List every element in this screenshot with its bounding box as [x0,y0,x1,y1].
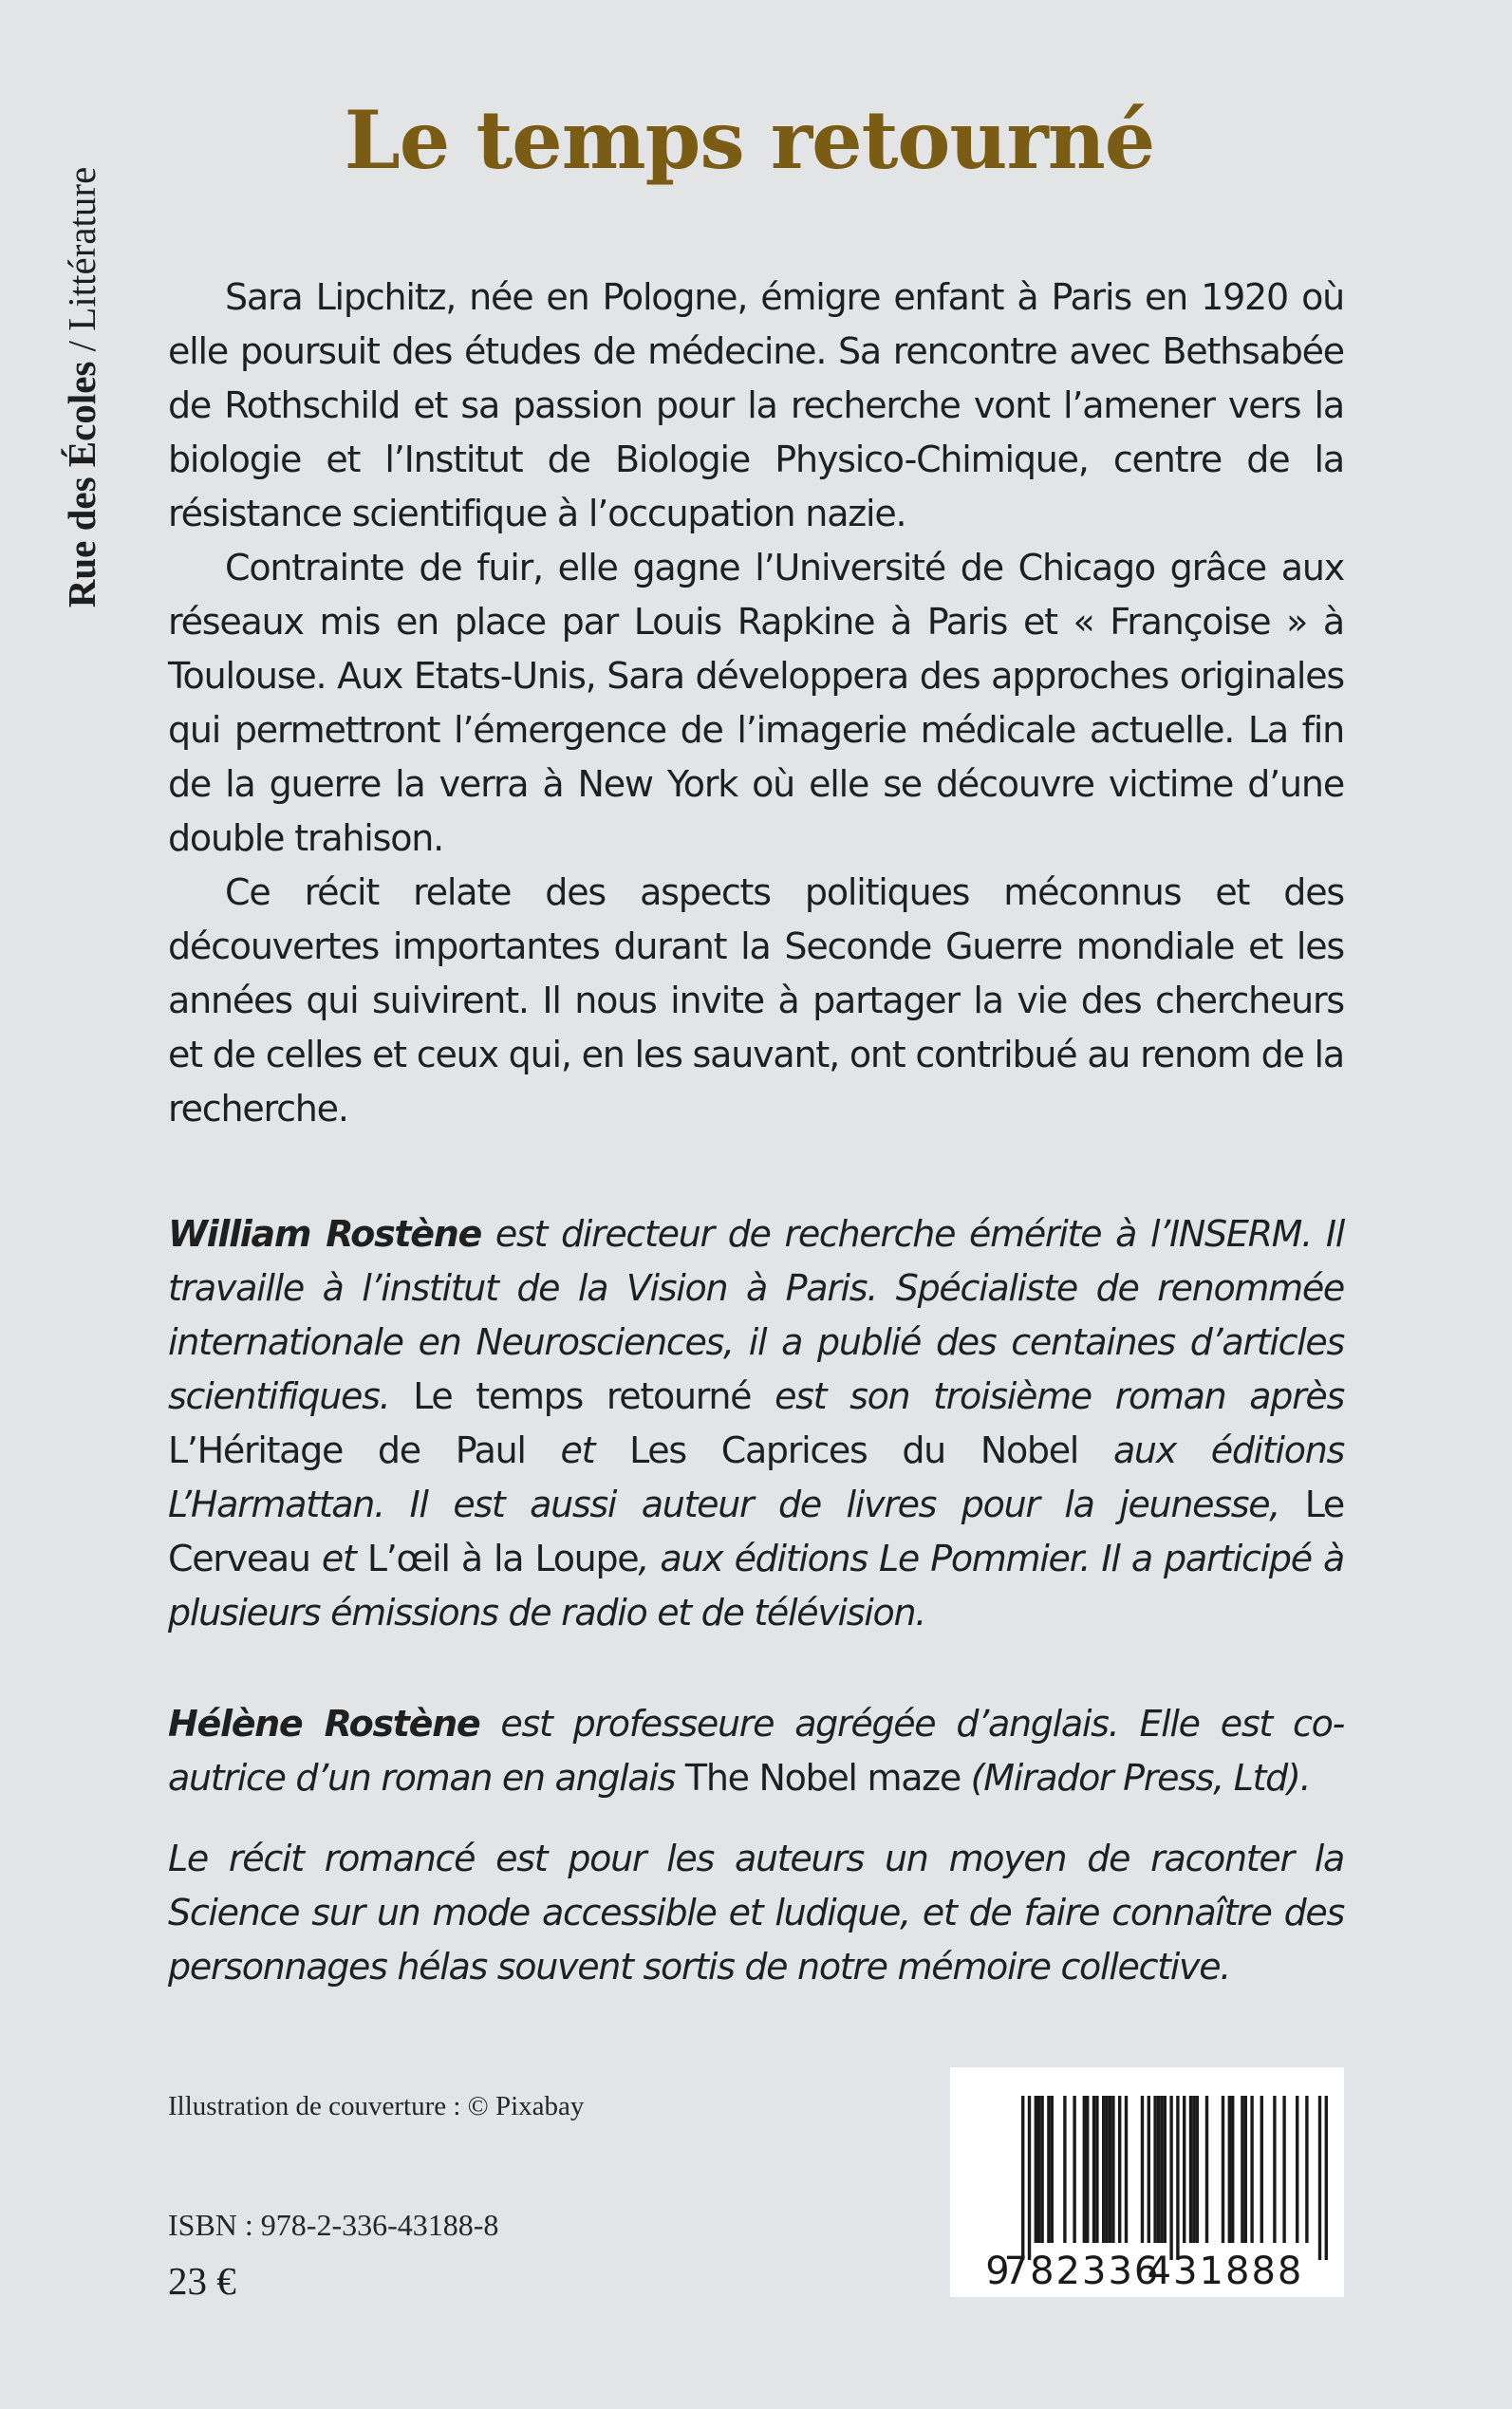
barcode-bar [1260,2096,1263,2243]
barcode-bars [1021,2096,1328,2260]
closing-statement-text: Le récit romancé est pour les auteurs un moyen de raconter la Science sur un mode accessible et ludique, et de faire connaître des personnages hélas souvent sortis de notre mémoire collective. [168,1838,1344,1988]
synopsis [168,271,1344,1136]
barcode-bar [1028,2096,1031,2260]
barcode-bar [1205,2096,1208,2243]
barcode-bar [1164,2096,1167,2243]
barcode-bar [1148,2096,1150,2243]
barcode-bar [1095,2096,1098,2243]
series-category: Littérature [60,166,103,331]
barcode-bar [1244,2096,1247,2243]
bio-text-segment: aux éditions L’Harmattan. Il est aussi auteur de livres pour la jeunesse, [168,1429,1345,1525]
spine-text [59,167,104,608]
isbn: ISBN : 978-2-336-43188-8 [168,2208,499,2242]
barcode-bar [1105,2096,1108,2243]
bio-text-segment: et [525,1429,630,1471]
book-title-text: Le temps retourné [344,93,1155,187]
barcode-bar [1125,2096,1128,2243]
price: 23 € [168,2259,236,2303]
barcode-bar [1241,2096,1243,2243]
barcode-bar [1063,2096,1066,2243]
author-name: Hélène Rostène [168,1703,480,1745]
barcode-bar [1102,2096,1105,2243]
barcode-bar [1169,2096,1172,2260]
barcode-bar [1037,2096,1040,2243]
series-name: Rue des Écoles [60,361,103,608]
author-bio-helene [168,1697,1344,1805]
synopsis-paragraph: Contrainte de fuir, elle gagne l’Université de Chicago grâce aux réseaux mis en place par Louis Rapkine à Paris et « Françoise » à Toulouse. Aux Etats-Unis, Sara développera des approches originales qui permettront l’émergence de l’imagerie médicale actuelle. La fin de la guerre la verra à New York où elle se découvre victime d’une double trahison. [168,547,1344,859]
spine-separator: / [60,330,103,362]
bio-text-segment: (Mirador Press, Ltd). [960,1757,1311,1799]
barcode-bar [1231,2096,1234,2243]
barcode-bar [1296,2096,1298,2243]
barcode-bar [1157,2096,1160,2243]
book-title [0,93,1512,187]
barcode-bar [1021,2096,1024,2260]
barcode-bar [1153,2096,1156,2243]
barcode-bar [1118,2096,1121,2243]
work-title: L’œil à la Loupe [366,1538,639,1579]
bio-text-segment: est directeur de recherche émérite à l’INSERM. Il travaille à l’institut de la Vision à Paris. Spécialiste de renommée internationale en Neurosciences, il a publié des centaines d’articles scientifiques. [168,1213,1344,1417]
barcode-bar [1222,2096,1224,2243]
work-title: Les Caprices du Nobel [629,1429,1079,1471]
barcode-bar [1228,2096,1231,2243]
barcode-first-digit: 9 [985,2250,1010,2293]
barcode-bar [1111,2096,1114,2243]
bio-text-segment: et [309,1538,367,1579]
closing-statement [168,1832,1344,1994]
barcode-left-digits: 782336 [1003,2250,1161,2293]
barcode-bar [1273,2096,1276,2243]
spine-label [60,110,103,664]
barcode-bar [1189,2096,1192,2243]
barcode-bar [1196,2096,1199,2243]
author-name: William Rostène [168,1213,481,1255]
work-title: L’Héritage de Paul [168,1429,526,1471]
barcode-bar [1318,2096,1321,2260]
barcode-bar [1047,2096,1050,2243]
barcode-bar [1035,2096,1037,2243]
synopsis-paragraph: Ce récit relate des aspects politiques méconnus et des découvertes importantes durant la Seconde Guerre mondiale et les années qui suivirent. Il nous invite à partager la vie des chercheurs et de celles et ceux qui, en les sauvant, ont contribué au renom de la recherche. [168,871,1344,1130]
barcode-bar [1325,2096,1328,2260]
author-bio-text [168,1207,1344,1640]
barcode-bar [1305,2096,1308,2243]
barcode-bar [1073,2096,1075,2243]
barcode [950,2067,1344,2297]
bio-text-segment: est professeure agrégée d’anglais. Elle est co-autrice d’un roman en anglais [168,1703,1344,1799]
barcode-bar [1176,2096,1179,2260]
work-title: Le temps retourné [413,1375,752,1417]
barcode-bar [1183,2096,1185,2243]
barcode-bar [1083,2096,1086,2243]
barcode-bar [1051,2096,1054,2243]
barcode-bar [1141,2096,1144,2243]
bio-text-segment: , aux éditions Le Pommier. Il a participé à plusieurs émissions de radio et de télévision. [168,1538,1344,1634]
barcode-bar [1250,2096,1253,2243]
barcode-bar [1086,2096,1089,2243]
barcode-bar [1282,2096,1285,2243]
barcode-bar [1092,2096,1095,2243]
barcode-bar [1109,2096,1111,2243]
author-bio-william [168,1207,1344,1640]
synopsis-paragraph: Sara Lipchitz, née en Pologne, émigre enfant à Paris en 1920 où elle poursuit des études de médecine. Sa rencontre avec Bethsabée de Rothschild et sa passion pour la recherche vont l’amener vers la biologie et l’Institut de Biologie Physico-Chimique, centre de la résistance scientifique à l’occupation nazie. [168,276,1344,534]
work-title: The Nobel maze [684,1757,961,1799]
cover-illustration-credit: Illustration de couverture : © Pixabay [168,2091,585,2121]
author-bio-text [168,1697,1344,1805]
work-title: Le Cerveau [168,1484,1344,1579]
bio-text-segment: est son troisième roman après [751,1375,1344,1417]
barcode-bar [1160,2096,1163,2243]
barcode-right-digits: 431888 [1147,2250,1304,2293]
barcode-bar [1040,2096,1043,2243]
barcode-bar [1192,2096,1195,2243]
barcode-icon [950,2067,1344,2297]
